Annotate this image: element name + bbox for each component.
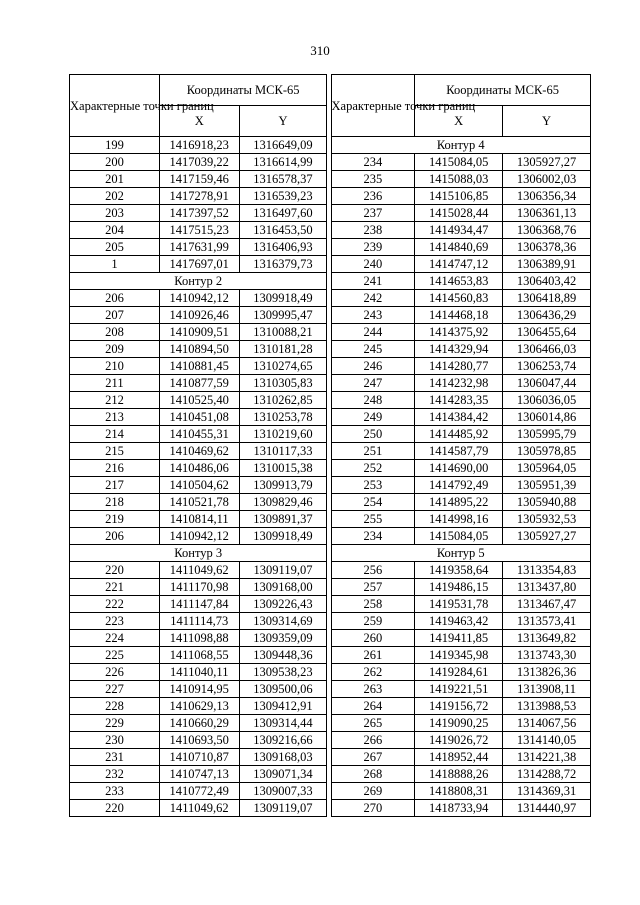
y-coord-cell: 1309359,09 [239, 630, 327, 647]
table-row [70, 375, 591, 392]
table-row [70, 715, 591, 732]
x-coord-cell: 1414587,79 [415, 443, 503, 460]
y-coord-cell: 1309314,44 [239, 715, 327, 732]
y-coord-cell: 1310117,33 [239, 443, 327, 460]
y-coord-cell: 1310305,83 [239, 375, 327, 392]
x-coord-cell: 1410914,95 [159, 681, 239, 698]
y-coord-cell: 1313649,82 [503, 630, 591, 647]
point-number-cell: 266 [331, 732, 415, 749]
point-number-cell: 201 [70, 171, 160, 188]
x-coord-cell: 1410629,13 [159, 698, 239, 715]
x-coord-cell: 1410451,08 [159, 409, 239, 426]
point-number-cell: 249 [331, 409, 415, 426]
x-coord-cell: 1410504,62 [159, 477, 239, 494]
table-row [70, 205, 591, 222]
x-coord-cell: 1411049,62 [159, 562, 239, 579]
table-row [70, 545, 591, 562]
y-coord-cell: 1316453,50 [239, 222, 327, 239]
x-coord-cell: 1414840,69 [415, 239, 503, 256]
table-row [70, 664, 591, 681]
x-coord-cell: 1411098,88 [159, 630, 239, 647]
point-number-cell: 241 [331, 273, 415, 290]
x-coord-cell: 1411147,84 [159, 596, 239, 613]
table-row [70, 426, 591, 443]
x-coord-cell: 1414375,92 [415, 324, 503, 341]
point-number-cell: 1 [70, 256, 160, 273]
x-coord-cell: 1410521,78 [159, 494, 239, 511]
y-coord-cell: 1309007,33 [239, 783, 327, 800]
x-coord-cell: 1411114,73 [159, 613, 239, 630]
point-number-cell: 213 [70, 409, 160, 426]
table-row [70, 562, 591, 579]
table-row [70, 528, 591, 545]
x-coord-cell: 1419026,72 [415, 732, 503, 749]
y-coord-cell: 1306014,86 [503, 409, 591, 426]
x-coord-cell: 1415106,85 [415, 188, 503, 205]
point-number-cell: 234 [331, 528, 415, 545]
point-number-cell: 223 [70, 613, 160, 630]
y-coord-cell: 1313467,47 [503, 596, 591, 613]
point-number-cell: 220 [70, 562, 160, 579]
point-number-cell: 240 [331, 256, 415, 273]
y-coord-cell: 1306036,05 [503, 392, 591, 409]
x-header-left: X [159, 106, 239, 137]
y-coord-cell: 1305964,05 [503, 460, 591, 477]
point-number-cell: 247 [331, 375, 415, 392]
point-number-cell: 226 [70, 664, 160, 681]
y-coord-cell: 1314221,38 [503, 749, 591, 766]
point-number-cell: 270 [331, 800, 415, 817]
x-coord-cell: 1410747,13 [159, 766, 239, 783]
table-row [70, 154, 591, 171]
point-number-cell: 265 [331, 715, 415, 732]
point-number-cell: 217 [70, 477, 160, 494]
table-row [70, 681, 591, 698]
y-coord-cell: 1306466,03 [503, 341, 591, 358]
point-number-cell: 232 [70, 766, 160, 783]
y-coord-cell: 1309226,43 [239, 596, 327, 613]
point-number-cell: 248 [331, 392, 415, 409]
point-number-cell: 263 [331, 681, 415, 698]
x-coord-cell: 1417278,91 [159, 188, 239, 205]
point-number-cell: 237 [331, 205, 415, 222]
y-coord-cell: 1314440,97 [503, 800, 591, 817]
y-coord-cell: 1306389,91 [503, 256, 591, 273]
y-coord-cell: 1314369,31 [503, 783, 591, 800]
points-header-right: Характерные точки границ [331, 75, 415, 137]
point-number-cell: 255 [331, 511, 415, 528]
x-coord-cell: 1418808,31 [415, 783, 503, 800]
table-row [70, 341, 591, 358]
point-number-cell: 211 [70, 375, 160, 392]
y-coord-cell: 1309918,49 [239, 528, 327, 545]
x-coord-cell: 1419463,42 [415, 613, 503, 630]
x-coord-cell: 1419090,25 [415, 715, 503, 732]
contour-heading: Контур 4 [331, 137, 591, 154]
x-coord-cell: 1410942,12 [159, 290, 239, 307]
contour-heading: Контур 3 [70, 545, 327, 562]
y-coord-cell: 1309538,23 [239, 664, 327, 681]
x-coord-cell: 1414747,12 [415, 256, 503, 273]
point-number-cell: 246 [331, 358, 415, 375]
point-number-cell: 229 [70, 715, 160, 732]
point-number-cell: 202 [70, 188, 160, 205]
y-coord-cell: 1309995,47 [239, 307, 327, 324]
point-number-cell: 199 [70, 137, 160, 154]
coords-header-left: Координаты МСК-65 [159, 75, 327, 106]
x-coord-cell: 1414895,22 [415, 494, 503, 511]
x-coord-cell: 1414468,18 [415, 307, 503, 324]
x-coord-cell: 1419284,61 [415, 664, 503, 681]
point-number-cell: 256 [331, 562, 415, 579]
y-coord-cell: 1306368,76 [503, 222, 591, 239]
point-number-cell: 204 [70, 222, 160, 239]
x-coord-cell: 1419358,64 [415, 562, 503, 579]
x-coord-cell: 1410814,11 [159, 511, 239, 528]
x-coord-cell: 1417397,52 [159, 205, 239, 222]
y-coord-cell: 1316539,23 [239, 188, 327, 205]
table-row [70, 647, 591, 664]
y-coord-cell: 1313743,30 [503, 647, 591, 664]
x-coord-cell: 1419411,85 [415, 630, 503, 647]
point-number-cell: 258 [331, 596, 415, 613]
x-coord-cell: 1419156,72 [415, 698, 503, 715]
y-coord-cell: 1305927,27 [503, 154, 591, 171]
x-coord-cell: 1419531,78 [415, 596, 503, 613]
y-coord-cell: 1309168,03 [239, 749, 327, 766]
x-coord-cell: 1417159,46 [159, 171, 239, 188]
x-coord-cell: 1417039,22 [159, 154, 239, 171]
y-coord-cell: 1305978,85 [503, 443, 591, 460]
x-coord-cell: 1414934,47 [415, 222, 503, 239]
table-row [70, 596, 591, 613]
table-row [70, 477, 591, 494]
point-number-cell: 254 [331, 494, 415, 511]
table-row [70, 222, 591, 239]
y-coord-cell: 1316649,09 [239, 137, 327, 154]
y-coord-cell: 1316406,93 [239, 239, 327, 256]
point-number-cell: 252 [331, 460, 415, 477]
y-coord-cell: 1306002,03 [503, 171, 591, 188]
point-number-cell: 260 [331, 630, 415, 647]
x-coord-cell: 1414280,77 [415, 358, 503, 375]
x-coord-cell: 1410660,29 [159, 715, 239, 732]
y-coord-cell: 1316578,37 [239, 171, 327, 188]
table-row [70, 443, 591, 460]
x-coord-cell: 1417631,99 [159, 239, 239, 256]
y-coord-cell: 1306356,34 [503, 188, 591, 205]
y-coord-cell: 1313826,36 [503, 664, 591, 681]
point-number-cell: 219 [70, 511, 160, 528]
point-number-cell: 227 [70, 681, 160, 698]
y-coord-cell: 1313437,80 [503, 579, 591, 596]
point-number-cell: 209 [70, 341, 160, 358]
contour-heading: Контур 2 [70, 273, 327, 290]
table-row [70, 409, 591, 426]
y-coord-cell: 1310181,28 [239, 341, 327, 358]
point-number-cell: 230 [70, 732, 160, 749]
x-coord-cell: 1414690,00 [415, 460, 503, 477]
y-coord-cell: 1313908,11 [503, 681, 591, 698]
point-number-cell: 257 [331, 579, 415, 596]
y-header-left: Y [239, 106, 327, 137]
table-row [70, 290, 591, 307]
x-coord-cell: 1410942,12 [159, 528, 239, 545]
table-row [70, 698, 591, 715]
y-coord-cell: 1306418,89 [503, 290, 591, 307]
x-coord-cell: 1410926,46 [159, 307, 239, 324]
y-coord-cell: 1313573,41 [503, 613, 591, 630]
point-number-cell: 200 [70, 154, 160, 171]
y-coord-cell: 1305951,39 [503, 477, 591, 494]
y-coord-cell: 1309918,49 [239, 290, 327, 307]
table-row [70, 511, 591, 528]
y-coord-cell: 1305927,27 [503, 528, 591, 545]
y-coord-cell: 1310015,38 [239, 460, 327, 477]
y-coord-cell: 1309314,69 [239, 613, 327, 630]
x-coord-cell: 1414560,83 [415, 290, 503, 307]
y-coord-cell: 1309119,07 [239, 800, 327, 817]
table-row [70, 358, 591, 375]
x-coord-cell: 1415084,05 [415, 528, 503, 545]
x-coord-cell: 1410469,62 [159, 443, 239, 460]
y-coord-cell: 1306361,13 [503, 205, 591, 222]
table-row [70, 256, 591, 273]
x-coord-cell: 1414653,83 [415, 273, 503, 290]
x-coord-cell: 1418733,94 [415, 800, 503, 817]
x-header-right: X [415, 106, 503, 137]
x-coord-cell: 1415028,44 [415, 205, 503, 222]
point-number-cell: 212 [70, 392, 160, 409]
x-coord-cell: 1414283,35 [415, 392, 503, 409]
point-number-cell: 269 [331, 783, 415, 800]
y-coord-cell: 1313354,83 [503, 562, 591, 579]
table-row [70, 766, 591, 783]
y-coord-cell: 1310253,78 [239, 409, 327, 426]
point-number-cell: 238 [331, 222, 415, 239]
x-coord-cell: 1411040,11 [159, 664, 239, 681]
point-number-cell: 207 [70, 307, 160, 324]
point-number-cell: 231 [70, 749, 160, 766]
x-coord-cell: 1414792,49 [415, 477, 503, 494]
y-coord-cell: 1309448,36 [239, 647, 327, 664]
y-coord-cell: 1309913,79 [239, 477, 327, 494]
point-number-cell: 264 [331, 698, 415, 715]
y-coord-cell: 1306253,74 [503, 358, 591, 375]
x-coord-cell: 1418952,44 [415, 749, 503, 766]
y-coord-cell: 1309119,07 [239, 562, 327, 579]
y-coord-cell: 1309071,34 [239, 766, 327, 783]
point-number-cell: 245 [331, 341, 415, 358]
table-body [70, 137, 591, 817]
page-number: 310 [310, 43, 330, 58]
point-number-cell: 235 [331, 171, 415, 188]
table-row [70, 460, 591, 477]
table-row [70, 171, 591, 188]
x-coord-cell: 1410455,31 [159, 426, 239, 443]
point-number-cell: 259 [331, 613, 415, 630]
coords-header-right: Координаты МСК-65 [415, 75, 591, 106]
table-row [70, 137, 591, 154]
y-coord-cell: 1309216,66 [239, 732, 327, 749]
y-coord-cell: 1309412,91 [239, 698, 327, 715]
table-header [70, 75, 591, 137]
y-coord-cell: 1310088,21 [239, 324, 327, 341]
table-row [70, 239, 591, 256]
x-coord-cell: 1418888,26 [415, 766, 503, 783]
table-row [70, 800, 591, 817]
point-number-cell: 205 [70, 239, 160, 256]
y-coord-cell: 1316614,99 [239, 154, 327, 171]
x-coord-cell: 1415084,05 [415, 154, 503, 171]
x-coord-cell: 1414998,16 [415, 511, 503, 528]
point-number-cell: 203 [70, 205, 160, 222]
point-number-cell: 251 [331, 443, 415, 460]
point-number-cell: 228 [70, 698, 160, 715]
coordinates-table [69, 74, 591, 817]
point-number-cell: 214 [70, 426, 160, 443]
point-number-cell: 234 [331, 154, 415, 171]
y-coord-cell: 1305932,53 [503, 511, 591, 528]
x-coord-cell: 1419221,51 [415, 681, 503, 698]
point-number-cell: 210 [70, 358, 160, 375]
y-coord-cell: 1310274,65 [239, 358, 327, 375]
point-number-cell: 206 [70, 528, 160, 545]
x-coord-cell: 1411170,98 [159, 579, 239, 596]
table-row [70, 324, 591, 341]
contour-heading: Контур 5 [331, 545, 591, 562]
x-coord-cell: 1410693,50 [159, 732, 239, 749]
point-number-cell: 261 [331, 647, 415, 664]
point-number-cell: 215 [70, 443, 160, 460]
table-row [70, 749, 591, 766]
y-coord-cell: 1310262,85 [239, 392, 327, 409]
y-coord-cell: 1314067,56 [503, 715, 591, 732]
point-number-cell: 268 [331, 766, 415, 783]
x-coord-cell: 1411049,62 [159, 800, 239, 817]
point-number-cell: 208 [70, 324, 160, 341]
table-row [70, 392, 591, 409]
point-number-cell: 221 [70, 579, 160, 596]
point-number-cell: 244 [331, 324, 415, 341]
x-coord-cell: 1414384,42 [415, 409, 503, 426]
y-coord-cell: 1313988,53 [503, 698, 591, 715]
point-number-cell: 236 [331, 188, 415, 205]
point-number-cell: 250 [331, 426, 415, 443]
y-coord-cell: 1306403,42 [503, 273, 591, 290]
point-number-cell: 224 [70, 630, 160, 647]
y-coord-cell: 1309500,06 [239, 681, 327, 698]
table-row [70, 273, 591, 290]
points-header-left: Характерные точки границ [70, 75, 160, 137]
point-number-cell: 242 [331, 290, 415, 307]
point-number-cell: 253 [331, 477, 415, 494]
x-coord-cell: 1414232,98 [415, 375, 503, 392]
x-coord-cell: 1415088,03 [415, 171, 503, 188]
point-number-cell: 220 [70, 800, 160, 817]
table-row [70, 188, 591, 205]
point-number-cell: 243 [331, 307, 415, 324]
x-coord-cell: 1419345,98 [415, 647, 503, 664]
y-coord-cell: 1309829,46 [239, 494, 327, 511]
table-row [70, 307, 591, 324]
y-coord-cell: 1309168,00 [239, 579, 327, 596]
point-number-cell: 262 [331, 664, 415, 681]
y-coord-cell: 1305940,88 [503, 494, 591, 511]
x-coord-cell: 1410486,06 [159, 460, 239, 477]
point-number-cell: 267 [331, 749, 415, 766]
point-number-cell: 239 [331, 239, 415, 256]
y-coord-cell: 1306455,64 [503, 324, 591, 341]
y-coord-cell: 1314288,72 [503, 766, 591, 783]
x-coord-cell: 1414485,92 [415, 426, 503, 443]
x-coord-cell: 1410772,49 [159, 783, 239, 800]
y-coord-cell: 1316497,60 [239, 205, 327, 222]
x-coord-cell: 1417697,01 [159, 256, 239, 273]
y-coord-cell: 1306047,44 [503, 375, 591, 392]
x-coord-cell: 1410525,40 [159, 392, 239, 409]
point-number-cell: 233 [70, 783, 160, 800]
point-number-cell: 206 [70, 290, 160, 307]
y-header-right: Y [503, 106, 591, 137]
x-coord-cell: 1410894,50 [159, 341, 239, 358]
table-row [70, 630, 591, 647]
table-row [70, 783, 591, 800]
table-row [70, 579, 591, 596]
x-coord-cell: 1410881,45 [159, 358, 239, 375]
x-coord-cell: 1410710,87 [159, 749, 239, 766]
x-coord-cell: 1417515,23 [159, 222, 239, 239]
point-number-cell: 216 [70, 460, 160, 477]
point-number-cell: 222 [70, 596, 160, 613]
x-coord-cell: 1414329,94 [415, 341, 503, 358]
y-coord-cell: 1314140,05 [503, 732, 591, 749]
table-row [70, 732, 591, 749]
x-coord-cell: 1419486,15 [415, 579, 503, 596]
table-row [70, 613, 591, 630]
table-row [70, 494, 591, 511]
point-number-cell: 225 [70, 647, 160, 664]
x-coord-cell: 1411068,55 [159, 647, 239, 664]
y-coord-cell: 1309891,37 [239, 511, 327, 528]
y-coord-cell: 1305995,79 [503, 426, 591, 443]
x-coord-cell: 1410877,59 [159, 375, 239, 392]
y-coord-cell: 1306436,29 [503, 307, 591, 324]
y-coord-cell: 1310219,60 [239, 426, 327, 443]
x-coord-cell: 1416918,23 [159, 137, 239, 154]
x-coord-cell: 1410909,51 [159, 324, 239, 341]
point-number-cell: 218 [70, 494, 160, 511]
y-coord-cell: 1316379,73 [239, 256, 327, 273]
y-coord-cell: 1306378,36 [503, 239, 591, 256]
